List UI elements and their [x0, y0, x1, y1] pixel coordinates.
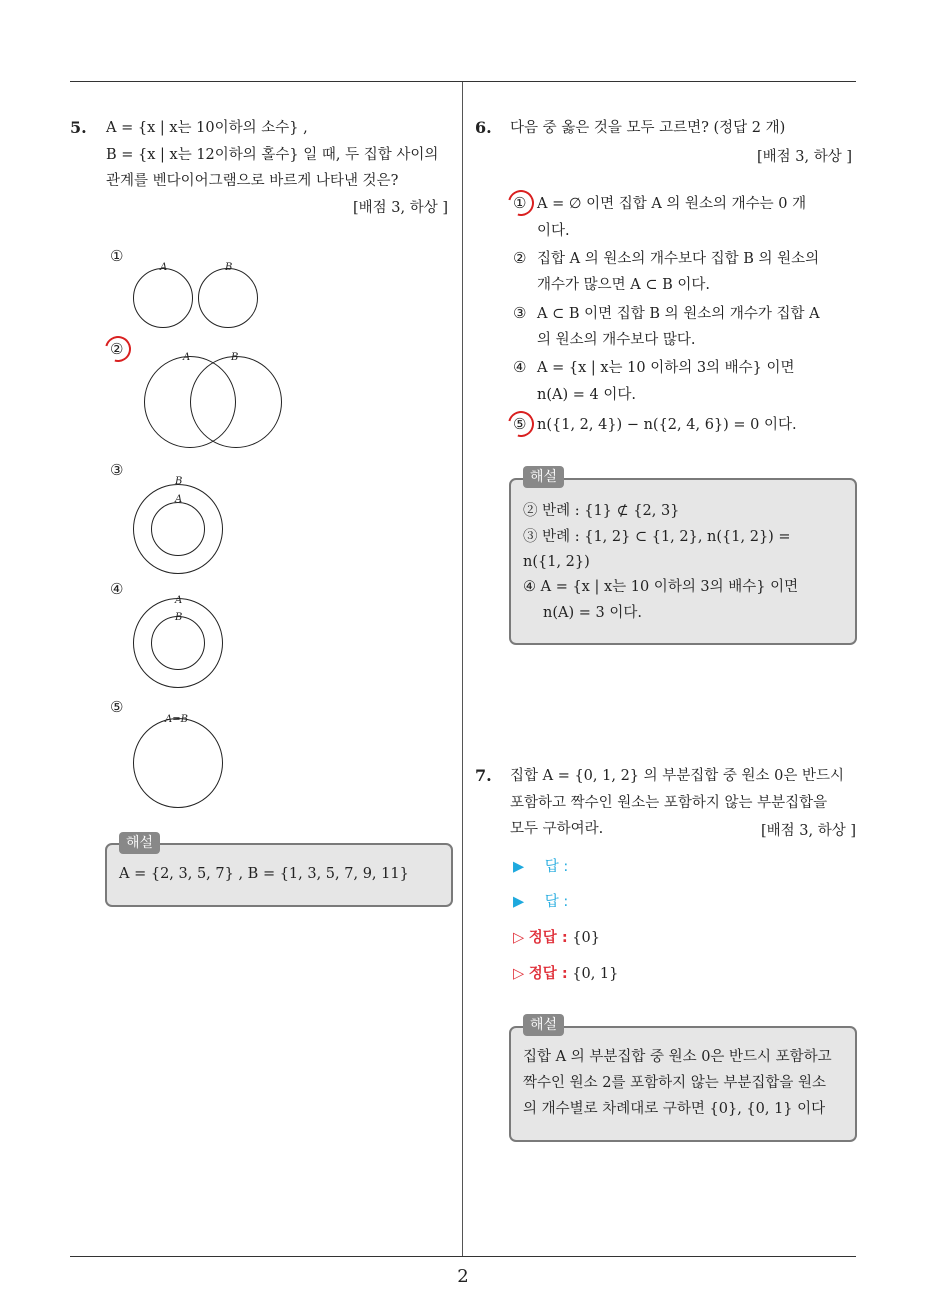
q6-solution-line-3: n({1, 2}) — [523, 554, 590, 570]
q7-answer-blank-2[interactable] — [513, 890, 568, 911]
venn-circle-equal — [133, 718, 223, 808]
q7-solution-line-1: 집합 A 의 부분집합 중 원소 0은 반드시 포함하고 — [523, 1049, 832, 1065]
venn-label-b: B — [225, 262, 233, 273]
q5-option-2-number[interactable]: ② — [110, 340, 124, 358]
q7-number: 7. — [475, 766, 492, 785]
q6-option-4-line-2: n(A) = 4 이다. — [537, 387, 636, 403]
q5-solution-tag: 해설 — [119, 832, 160, 854]
q6-option-5-number[interactable]: ⑤ — [513, 415, 527, 433]
q6-option-2-number[interactable]: ② — [513, 249, 527, 267]
top-rule — [70, 81, 856, 82]
correct-value: {0} — [572, 930, 600, 946]
q5-solution-text: A = {2, 3, 5, 7} , B = {1, 3, 5, 7, 9, 11} — [119, 866, 409, 882]
q6-option-1-line-1: A = ∅ 이면 집합 A 의 원소의 개수는 0 개 — [537, 196, 807, 212]
q7-solution-line-2: 짝수인 원소 2를 포함하지 않는 부분집합을 원소 — [523, 1075, 827, 1091]
venn-label-outer: B — [175, 476, 183, 487]
q6-option-3-line-1: A ⊂ B 이면 집합 B 의 원소의 개수가 집합 A — [537, 306, 820, 322]
q7-score: [배점 3, 하상 ] — [760, 823, 856, 839]
venn-label-inner: A — [175, 494, 183, 505]
play-icon: ▶ — [513, 894, 525, 910]
q6-option-1-line-2: 이다. — [537, 223, 570, 239]
q6-solution-line-2: ③ 반례 : {1, 2} ⊂ {1, 2}, n({1, 2}) = — [523, 529, 791, 545]
venn-circle-inner — [151, 502, 205, 556]
q6-option-5-line-1: n({1, 2, 4}) − n({2, 4, 6}) = 0 이다. — [537, 417, 797, 433]
q6-score: [배점 3, 하상 ] — [756, 149, 852, 165]
q7-line-1: 집합 A = {0, 1, 2} 의 부분집합 중 원소 0은 반드시 — [510, 768, 844, 784]
q6-option-3-number[interactable]: ③ — [513, 304, 527, 322]
q6-option-2-line-2: 개수가 많으면 A ⊂ B 이다. — [537, 277, 710, 293]
venn-label-a: A — [160, 262, 168, 273]
play-outline-icon: ▷ — [513, 966, 525, 982]
venn-label-outer: A — [175, 595, 183, 606]
q6-question: 다음 중 옳은 것을 모두 고르면? (정답 2 개) — [510, 120, 786, 136]
q5-number: 5. — [70, 118, 87, 137]
venn-label-inner: B — [175, 612, 183, 623]
correct-label: 정답 : — [528, 966, 568, 982]
column-divider — [462, 82, 463, 1256]
page-number: 2 — [457, 1266, 469, 1287]
q7-solution-box — [509, 1026, 857, 1142]
q7-answer-blank-1[interactable] — [513, 855, 568, 876]
answer-label: 답 : — [544, 859, 569, 875]
q6-solution-line-4: ④ A = {x | x는 10 이하의 3의 배수} 이면 — [523, 579, 799, 595]
q7-correct-answer-2 — [513, 962, 618, 983]
q7-correct-answer-1 — [513, 926, 600, 947]
q5-option-1-number[interactable]: ① — [110, 247, 124, 265]
q5-line-2: B = {x | x는 12이하의 홀수} 일 때, 두 집합 사이의 — [106, 147, 439, 163]
venn-label-a: A — [183, 352, 191, 363]
q6-solution-line-1: ② 반례 : {1} ⊄ {2, 3} — [523, 503, 680, 519]
q5-option-3-number[interactable]: ③ — [110, 461, 124, 479]
venn-circle-b — [190, 356, 282, 448]
q6-option-3-line-2: 의 원소의 개수보다 많다. — [537, 332, 696, 348]
q5-option-4-number[interactable]: ④ — [110, 580, 124, 598]
q7-solution-line-3: 의 개수별로 차례대로 구하면 {0}, {0, 1} 이다 — [523, 1101, 826, 1117]
venn-circle-a — [133, 268, 193, 328]
correct-value: {0, 1} — [572, 966, 619, 982]
q6-solution-box — [509, 478, 857, 645]
q6-solution-line-5: n(A) = 3 이다. — [543, 605, 642, 621]
q5-score: [배점 3, 하상 ] — [352, 200, 448, 216]
bottom-rule — [70, 1256, 856, 1257]
venn-circle-b — [198, 268, 258, 328]
q6-option-4-number[interactable]: ④ — [513, 358, 527, 376]
q5-option-5-number[interactable]: ⑤ — [110, 698, 124, 716]
play-outline-icon: ▷ — [513, 930, 525, 946]
answer-label: 답 : — [544, 894, 569, 910]
q5-line-1: A = {x | x는 10이하의 소수} , — [106, 120, 308, 136]
q6-option-4-line-1: A = {x | x는 10 이하의 3의 배수} 이면 — [537, 360, 795, 376]
venn-circle-inner — [151, 616, 205, 670]
q6-number: 6. — [475, 118, 492, 137]
q6-option-1-number[interactable]: ① — [513, 194, 527, 212]
q5-line-3: 관계를 벤다이어그램으로 바르게 나타낸 것은? — [106, 173, 399, 189]
correct-label: 정답 : — [528, 930, 568, 946]
q6-solution-tag: 해설 — [523, 466, 564, 488]
venn-label-b: B — [231, 352, 239, 363]
q7-line-3: 모두 구하여라. — [510, 821, 604, 837]
venn-label-equal: A=B — [165, 714, 188, 725]
q7-line-2: 포함하고 짝수인 원소는 포함하지 않는 부분집합을 — [510, 795, 828, 811]
q6-option-2-line-1: 집합 A 의 원소의 개수보다 집합 B 의 원소의 — [537, 251, 820, 267]
q7-solution-tag: 해설 — [523, 1014, 564, 1036]
play-icon: ▶ — [513, 859, 525, 875]
